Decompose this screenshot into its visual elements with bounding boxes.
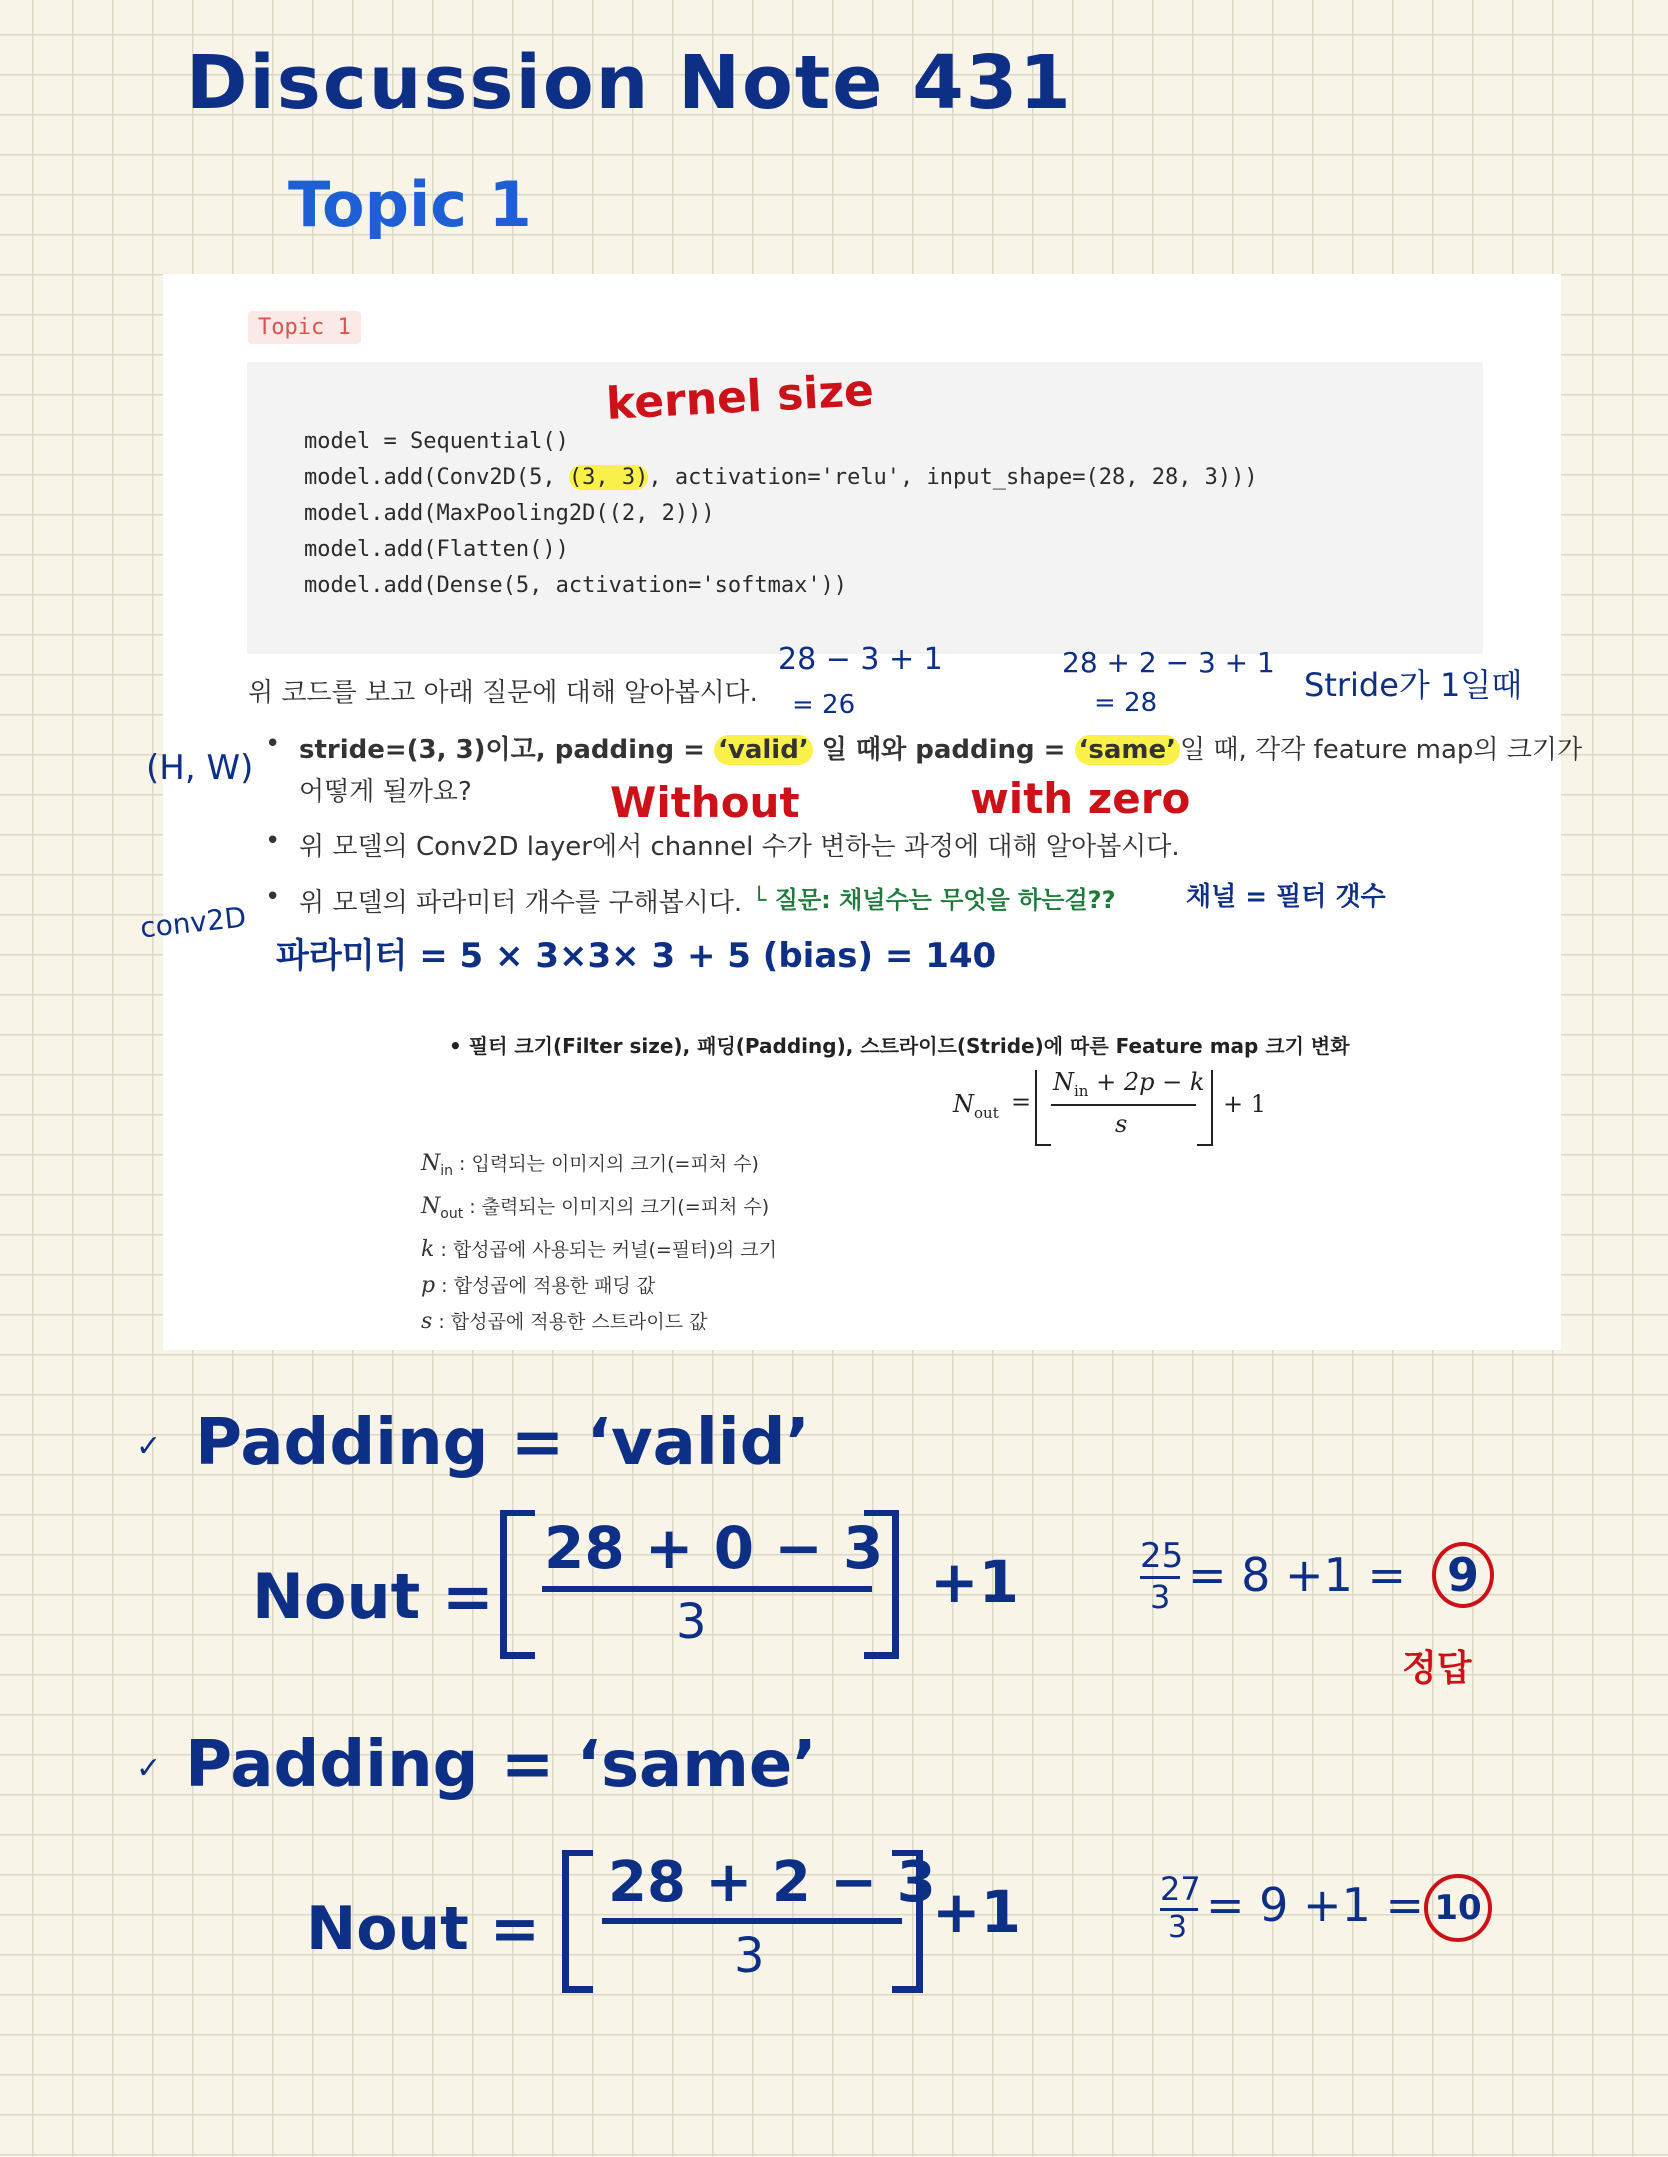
channel-question-note: └ 질문: 채널수는 무엇을 하는걸?? xyxy=(752,886,1116,914)
formula-title: • 필터 크기(Filter size), 패딩(Padding), 스트라이드(Stride)에 따른 Feature map 크기 변화 xyxy=(449,1034,1350,1058)
code-line-1: model = Sequential() xyxy=(304,429,569,454)
question-1: • stride=(3, 3)이고, padding = ‘valid’ 일 때와 padding = ‘same’ 일 때, 각각 feature map의 크기가 xyxy=(299,729,1582,766)
valid-heading: ✓ Padding = ‘valid’ xyxy=(136,1406,810,1480)
valid-nout-label: Nout = xyxy=(252,1560,494,1633)
parameter-calculation: 파라미터 = 5 × 3×3× 3 + 5 (bias) = 140 xyxy=(276,936,997,976)
same-fraction: 28 + 2 − 3 3 xyxy=(562,1850,982,2000)
valid-plus-one: +1 xyxy=(930,1548,1019,1616)
channel-equals-filters-note: 채널 = 필터 갯수 xyxy=(1186,882,1386,912)
question-1-line-2: 어떻게 될까요? xyxy=(299,777,472,807)
valid-fraction: 28 + 0 − 3 3 xyxy=(500,1510,940,1660)
same-highlight: ‘same’ xyxy=(1075,735,1181,765)
page-title: Discussion Note 431 xyxy=(186,40,1073,126)
legend-item: s : 합성곱에 적용한 스트라이드 값 xyxy=(421,1308,708,1334)
with-zero-annotation: with zero xyxy=(970,774,1191,823)
question-2: • 위 모델의 Conv2D layer에서 channel 수가 변하는 과정에 대해 알아봅시다. xyxy=(299,826,1180,863)
without-annotation: Without xyxy=(610,778,800,827)
legend-item: $N_{in}$ : 입력되는 이미지의 크기(=피처 수) xyxy=(421,1151,759,1179)
kernel-size-annotation: kernel size xyxy=(604,365,876,430)
question-3: • 위 모델의 파라미터 개수를 구해봅시다. xyxy=(299,882,742,919)
legend-item: k : 합성곱에 사용되는 커널(=필터)의 크기 xyxy=(421,1236,777,1262)
valid-highlight: ‘valid’ xyxy=(714,735,813,765)
hw-annotation: (H, W) xyxy=(146,748,254,788)
conv2d-note: conv2D xyxy=(138,900,248,945)
same-nout-label: Nout = xyxy=(306,1894,540,1964)
calc-same-line-2: = 28 xyxy=(1094,688,1158,718)
code-line-3: model.add(MaxPooling2D((2, 2))) xyxy=(304,501,715,526)
legend-item: p : 합성곱에 적용한 패딩 값 xyxy=(421,1272,656,1298)
pasted-screenshot: Topic 1 model = Sequential() model.add(Conv2D(5, (3, 3), activation='relu', input_shape=(28, 28, 3))) model.add(MaxPooling2D((2, 2))) model.add(Flatten()) model.add(Dense(5, activation='softmax')) 위 코드를 보고 아래 질문에 대해 알아봅시다. • stride=(3, 3)이고, padding = ‘valid’ 일 때와 padding = ‘same’ 일 때, 각각 feature map의 크기가 어떻게 될까요? • 위 모델의 Conv2D layer에서 channel 수가 변하는 과정에 대해 알아봅시다. • 위 모델의 파라미터 개수를 구해봅시다. • 필터 크기(Filter size), 패딩(Padding), 스트라이드(Stride)에 따른 Feature map 크기 변화 $N_{out}$ = $N_{in} + 2p - k$ s + 1 $N_{in}$ : 입력되는 이미지의 크기(=피처 수) $N_{out}$ : 출력되는 이미지의 크기(=피처 수) k : 합성곱에 사용되는 커널(=필터)의 크기 p : 합성곱에 적용한 패딩 값 s : 합성곱에 적용한 스트라이드 값 xyxy=(163,274,1561,1350)
calc-valid-line-1: 28 − 3 + 1 xyxy=(778,642,943,677)
formula-legend xyxy=(421,1146,777,1340)
page-subtitle: Topic 1 xyxy=(288,168,532,241)
code-line-4: model.add(Flatten()) xyxy=(304,537,569,562)
code-line-5: model.add(Dense(5, activation='softmax')) xyxy=(304,573,848,598)
same-plus-one: +1 xyxy=(932,1878,1021,1946)
correct-answer-note: 정답 xyxy=(1402,1648,1472,1689)
topic-badge: Topic 1 xyxy=(248,311,361,344)
calc-same-line-1: 28 + 2 − 3 + 1 xyxy=(1062,646,1275,679)
code-line-2: model.add(Conv2D(5, (3, 3), activation='relu', input_shape=(28, 28, 3))) xyxy=(304,465,1258,490)
intro-text: 위 코드를 보고 아래 질문에 대해 알아봅시다. xyxy=(248,678,758,708)
valid-answer: 9 xyxy=(1432,1542,1494,1608)
calc-valid-line-2: = 26 xyxy=(792,690,856,720)
legend-item: $N_{out}$ : 출력되는 이미지의 크기(=피처 수) xyxy=(421,1193,770,1222)
same-heading: ✓ Padding = ‘same’ xyxy=(136,1728,817,1802)
kernel-highlight: (3, 3) xyxy=(568,465,649,490)
stride-note: Stride가 1일때 xyxy=(1304,666,1523,704)
same-answer: 10 xyxy=(1424,1874,1492,1942)
